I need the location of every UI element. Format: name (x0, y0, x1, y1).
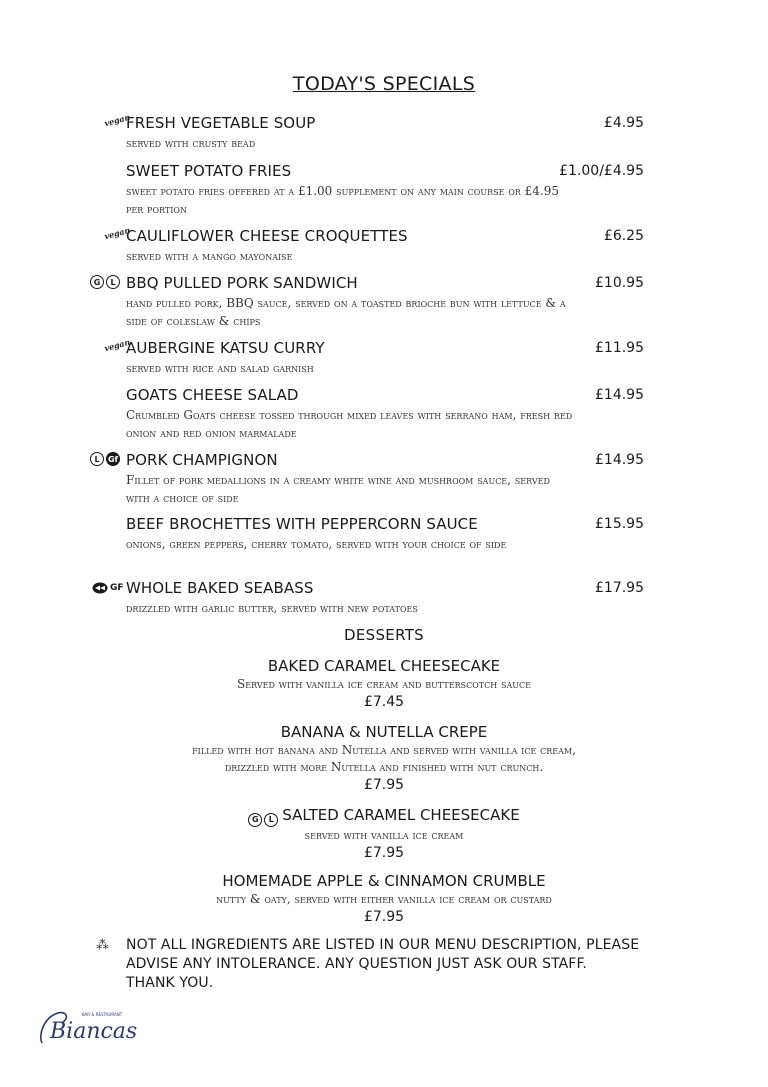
item-description: Crumbled Goats cheese tossed through mixed leaves with serrano ham, fresh red onion and red onion marmalade (126, 408, 573, 440)
diet-icons (103, 224, 132, 242)
special-item (103, 111, 646, 152)
item-description: served with crusty bead (126, 136, 256, 150)
diet-icons (103, 336, 132, 354)
item-name: BBQ PULLED PORK SANDWICH (126, 274, 358, 292)
diet-icons (90, 452, 120, 466)
allergy-footnote (96, 936, 646, 993)
dessert-description: filled with hot banana and Nutella and served with vanilla ice cream, (192, 743, 576, 757)
dessert-price: £7.95 (363, 844, 405, 861)
special-item (126, 386, 646, 442)
diet-icons (103, 111, 132, 129)
diet-icons (90, 275, 120, 289)
vegan-icon: vegan (103, 336, 132, 354)
item-price: £4.95 (603, 115, 644, 131)
item-price: £15.95 (595, 516, 644, 532)
dessert-name: BANANA & NUTELLA CREPE (280, 723, 488, 741)
logo-tagline: BAR & RESTAURANT (81, 1012, 123, 1017)
gluten-icon: G (248, 813, 262, 827)
desserts-heading: DESSERTS (344, 626, 424, 644)
dessert-name: SALTED CARAMEL CHEESECAKE (282, 806, 520, 824)
special-item (110, 579, 646, 617)
gluten-icon: G (90, 275, 104, 289)
lactose-icon: L (264, 813, 278, 827)
item-name: SWEET POTATO FRIES (126, 162, 292, 180)
dessert-item (0, 657, 768, 712)
item-description: served with rice and salad garnish (126, 361, 314, 375)
dessert-name-row (0, 806, 768, 827)
footnote-line: NOT ALL INGREDIENTS ARE LISTED IN OUR MENU DESCRIPTION, PLEASE (126, 937, 640, 953)
item-price: £17.95 (595, 580, 644, 596)
item-description: served with a mango mayonaise (126, 249, 293, 263)
special-item (103, 336, 646, 377)
fish-icon (92, 582, 108, 594)
vegan-icon: vegan (103, 224, 132, 242)
special-item (103, 224, 646, 265)
dessert-price: £7.95 (363, 777, 405, 793)
special-item (94, 451, 646, 507)
item-description: sweet potato fries offered at a £1.00 supplement on any main course or £4.95 per portion (126, 184, 559, 216)
item-name: FRESH VEGETABLE SOUP (126, 114, 316, 132)
item-description: hand pulled pork, BBQ sauce, served on a toasted brioche bun with lettuce & a side of coleslaw & chips (126, 296, 566, 328)
dessert-item (0, 723, 768, 795)
dessert-price: £7.45 (363, 694, 405, 710)
special-item (126, 162, 646, 218)
item-price: £14.95 (595, 452, 644, 468)
item-price: £1.00/£4.95 (559, 163, 644, 179)
item-price: £14.95 (595, 387, 644, 403)
dessert-description: nutty & oaty, served with either vanilla ice cream or custard (216, 892, 552, 906)
gf-icon: GF (110, 583, 124, 593)
dessert-name: BAKED CARAMEL CHEESECAKE (267, 657, 501, 675)
lactose-icon: L (106, 275, 120, 289)
asterism-icon: ⁂ (96, 938, 107, 953)
item-name: AUBERGINE KATSU CURRY (126, 339, 325, 357)
diet-icons (92, 582, 124, 594)
dessert-name: HOMEMADE APPLE & CINNAMON CRUMBLE (222, 872, 546, 890)
diet-icons (248, 813, 278, 827)
page-title: TODAY'S SPECIALS (292, 73, 476, 95)
logo-wordmark: Biancas (50, 1019, 138, 1044)
dessert-description: drizzled with more Nutella and finished with nut crunch. (224, 760, 544, 774)
item-description: drizzled with garlic butter, served with new potatoes (126, 601, 418, 615)
vegan-icon: vegan (103, 111, 132, 129)
item-name: CAULIFLOWER CHEESE CROQUETTES (126, 227, 408, 245)
item-description: Fillet of pork medallions in a creamy white wine and mushroom sauce, served with a choice of side (126, 473, 550, 505)
item-name: BEEF BROCHETTES WITH PEPPERCORN SAUCE (126, 515, 478, 533)
item-name: PORK CHAMPIGNON (126, 451, 278, 469)
dessert-item (0, 806, 768, 863)
item-price: £11.95 (595, 340, 644, 356)
special-item (93, 274, 646, 330)
restaurant-logo (36, 1007, 146, 1047)
lactose-icon: L (90, 452, 104, 466)
item-price: £6.25 (603, 228, 644, 244)
special-item (126, 515, 646, 553)
dessert-description: Served with vanilla ice cream and butterscotch sauce (237, 677, 531, 691)
dessert-price: £7.95 (363, 909, 405, 925)
item-name: GOATS CHEESE SALAD (126, 386, 299, 404)
dessert-description: served with vanilla ice cream (304, 827, 464, 842)
item-name: WHOLE BAKED SEABASS (126, 579, 314, 597)
dessert-item (0, 872, 768, 927)
item-price: £10.95 (595, 275, 644, 291)
footnote-line: ADVISE ANY INTOLERANCE. ANY QUESTION JUST ASK OUR STAFF. (126, 956, 587, 972)
gluten-free-icon: Gf (106, 452, 120, 466)
item-description: onions, green peppers, cherry tomato, served with your choice of side (126, 537, 507, 551)
footnote-line: THANK YOU. (126, 975, 214, 991)
